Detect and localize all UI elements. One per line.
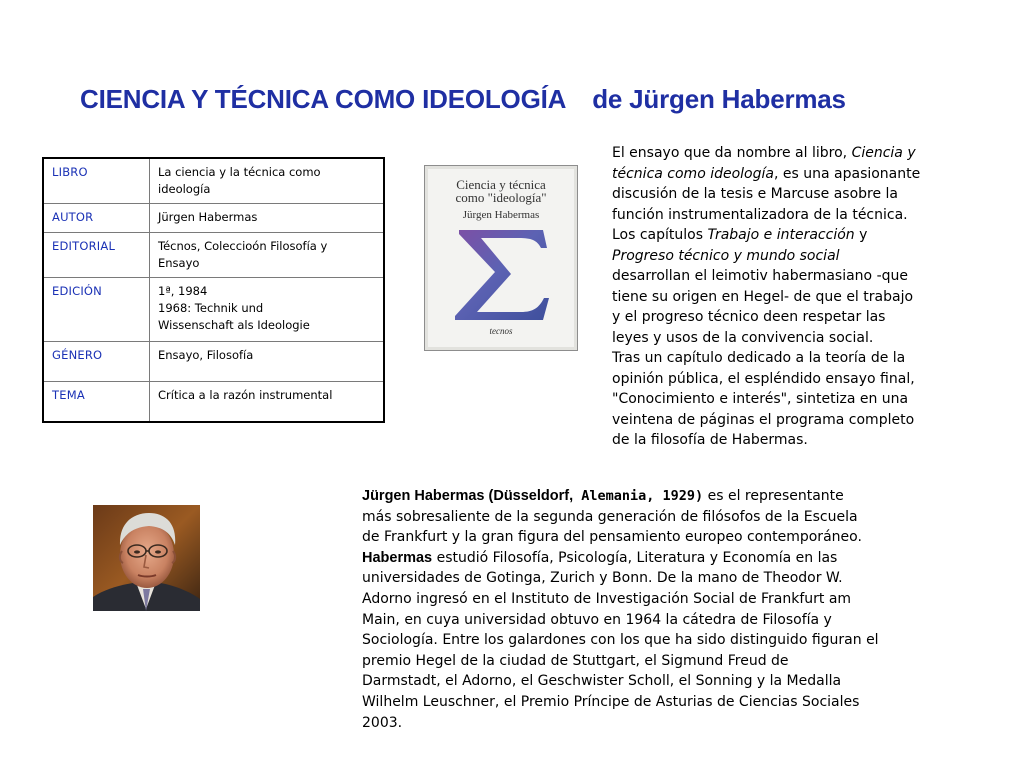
text-line	[612, 246, 964, 267]
italic-span: Ciencia y	[851, 145, 916, 161]
cover-title-line: Ciencia y técnica	[456, 177, 546, 192]
text-line	[612, 225, 964, 246]
text-line: tiene su origen en Hegel- de que el trabajo	[612, 288, 914, 305]
cover-title-line: como "ideología"	[455, 190, 547, 205]
bold-span: Alemania, 1929)	[573, 488, 704, 504]
text-line: Tras un capítulo dedicado a la teoría de la	[612, 350, 906, 366]
italic-span: Trabajo e interacción	[707, 227, 855, 243]
text-line: función instrumentalizadora de la técnica.	[612, 206, 908, 223]
table-value	[150, 233, 385, 278]
text-line: Darmstadt, el Adorno, el Geschwister Scholl, el Sonning y la Medalla	[362, 673, 842, 690]
text-line	[362, 486, 952, 507]
text-line: Sociología. Entre los galardones con los que ha sido distinguido figuran el	[362, 632, 879, 649]
habermas-portrait-image	[93, 505, 200, 611]
table-row-genero	[43, 342, 384, 382]
text-line: "Conocimiento e interés", sintetiza en una	[612, 391, 909, 407]
text-span: , es una apasionante	[773, 165, 921, 182]
table-value-line: Técnos, Coleccioón Filosofía y	[158, 239, 328, 253]
text-span: es el representante	[703, 488, 844, 504]
title-main: CIENCIA Y TÉCNICA COMO IDEOLOGÍA	[80, 84, 567, 114]
text-line: más sobresaliente de la segunda generación de filósofos de la Escuela	[362, 508, 858, 525]
text-line	[362, 548, 952, 569]
author-biography	[362, 486, 952, 733]
table-value-line: Crítica a la razón instrumental	[158, 388, 333, 402]
text-line: universidades de Gotinga, Zurich y Bonn. De la mano de Theodor W.	[362, 570, 843, 587]
table-value	[150, 342, 385, 382]
table-row-autor	[43, 204, 384, 233]
text-line: y el progreso técnico deen respetar las	[612, 309, 886, 325]
text-line: premio Hegel de la ciudad de Stuttgart, el Sigmund Freud de	[362, 652, 789, 669]
table-value	[150, 382, 385, 422]
table-value-line: 1ª, 1984	[158, 284, 208, 298]
bold-span: Jürgen Habermas (Düsseldorf,	[362, 488, 574, 504]
table-value-line: Ensayo	[158, 256, 200, 270]
text-line: Wilhelm Leuschner, el Premio Príncipe de Asturias de Ciencias Sociales	[362, 693, 860, 710]
page-title	[80, 84, 980, 115]
text-span: y	[854, 227, 868, 243]
text-line: discusión de la tesis e Marcuse asobre la	[612, 186, 899, 202]
text-span: El ensayo que da nombre al libro,	[612, 145, 852, 161]
table-key: EDITORIAL	[43, 233, 150, 278]
text-line: leyes y usos de la convivencia social.	[612, 329, 874, 346]
table-key: GÉNERO	[43, 342, 150, 382]
table-value-line: Jürgen Habermas	[158, 210, 258, 224]
book-cover-image	[424, 165, 578, 351]
table-value-line: ideología	[158, 182, 211, 196]
italic-span: técnica como ideología	[612, 165, 774, 182]
table-value-line: Wissenschaft als Ideologie	[158, 318, 310, 332]
table-row-editorial	[43, 233, 384, 278]
text-line: veintena de páginas el programa completo	[612, 411, 915, 428]
cover-title	[425, 178, 577, 204]
table-value-line: La ciencia y la técnica como	[158, 165, 321, 179]
text-span: estudió Filosofía, Psicología, Literatura y Economía en las	[432, 549, 838, 566]
table-row-libro	[43, 158, 384, 204]
text-line: Adorno ingresó en el Instituto de Investigación Social de Frankfurt am	[362, 590, 852, 607]
table-key: EDICIÓN	[43, 278, 150, 342]
text-line: de Frankfurt y la gran figura del pensamiento europeo contemporáneo.	[362, 529, 862, 546]
table-value-line: Ensayo, Filosofía	[158, 348, 254, 362]
cover-author: Jürgen Habermas	[462, 209, 540, 221]
table-value	[150, 158, 385, 204]
book-info-table	[42, 157, 385, 423]
table-key: AUTOR	[43, 204, 150, 233]
text-line: Main, en cuya universidad obtuvo en 1964 la cátedra de Filosofía y	[362, 611, 832, 628]
table-key: LIBRO	[43, 158, 150, 204]
title-author: de Jürgen Habermas	[592, 84, 846, 114]
table-value	[150, 278, 385, 342]
italic-span: Progreso técnico y mundo social	[612, 247, 840, 264]
sigma-icon	[451, 226, 551, 324]
text-line	[612, 164, 964, 185]
text-line: desarrollan el leimotiv habermasiano -que	[612, 268, 908, 284]
table-value	[150, 204, 385, 233]
text-span: Los capítulos	[612, 227, 708, 243]
table-key: TEMA	[43, 382, 150, 422]
essay-description	[612, 143, 964, 451]
table-row-edicion	[43, 278, 384, 342]
text-line	[612, 143, 964, 164]
table-value-line: 1968: Technik und	[158, 301, 264, 315]
text-line: 2003.	[362, 714, 403, 731]
text-line: opinión pública, el espléndido ensayo final,	[612, 370, 915, 387]
text-line: de la filosofía de Habermas.	[612, 432, 808, 448]
cover-publisher: tecnos	[489, 326, 513, 336]
bold-span: Habermas	[362, 549, 433, 566]
table-row-tema	[43, 382, 384, 422]
